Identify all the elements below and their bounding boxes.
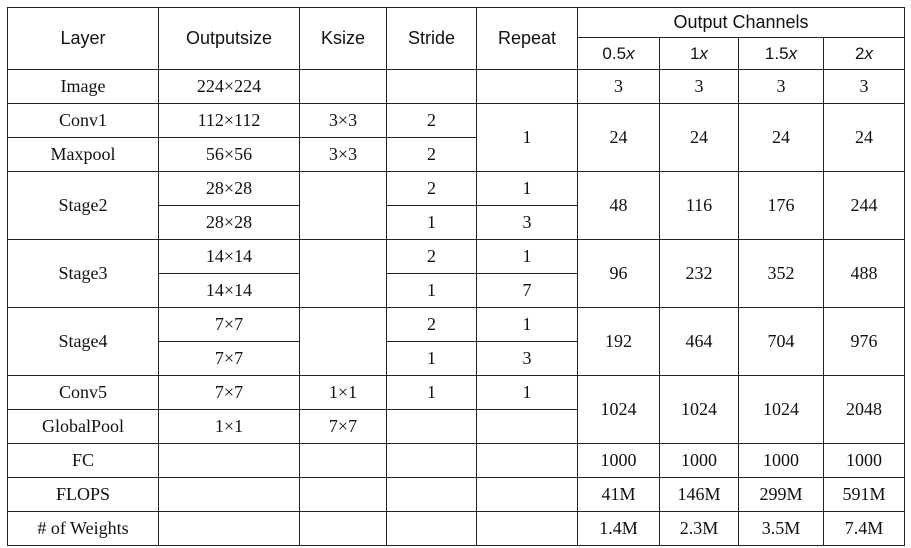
table-row-conv1 <box>8 104 905 138</box>
cell-repeat: 1 <box>477 104 578 172</box>
cell-layer: GlobalPool <box>8 410 159 444</box>
cell-outputsize: 7×7 <box>159 342 300 376</box>
cell-ch-1x: 1024 <box>660 376 739 444</box>
cell-repeat: 3 <box>477 342 578 376</box>
cell-stride <box>387 478 477 512</box>
cell-repeat: 1 <box>477 240 578 274</box>
cell-ksize <box>300 444 387 478</box>
cell-outputsize: 7×7 <box>159 376 300 410</box>
cell-ch-0-5x: 41M <box>578 478 660 512</box>
cell-repeat: 7 <box>477 274 578 308</box>
cell-ksize <box>300 478 387 512</box>
cell-repeat: 1 <box>477 172 578 206</box>
cell-ch-2x: 244 <box>824 172 905 240</box>
cell-repeat: 1 <box>477 376 578 410</box>
cell-outputsize: 224×224 <box>159 70 300 104</box>
cell-layer: Image <box>8 70 159 104</box>
cell-ch-0-5x: 24 <box>578 104 660 172</box>
cell-ch-1-5x: 3 <box>739 70 824 104</box>
cell-outputsize: 14×14 <box>159 274 300 308</box>
header-stride: Stride <box>387 8 477 70</box>
cell-outputsize <box>159 512 300 546</box>
cell-stride <box>387 512 477 546</box>
cell-ksize <box>300 240 387 308</box>
cell-layer: FC <box>8 444 159 478</box>
architecture-table <box>7 7 905 546</box>
cell-ch-2x: 1000 <box>824 444 905 478</box>
cell-ch-2x: 591M <box>824 478 905 512</box>
cell-repeat <box>477 512 578 546</box>
cell-ch-1x: 464 <box>660 308 739 376</box>
header-channels-2x: 2x <box>824 38 905 70</box>
cell-repeat: 3 <box>477 206 578 240</box>
cell-layer: Conv1 <box>8 104 159 138</box>
cell-outputsize: 56×56 <box>159 138 300 172</box>
cell-stride: 1 <box>387 376 477 410</box>
cell-ch-1x: 232 <box>660 240 739 308</box>
cell-ch-2x: 2048 <box>824 376 905 444</box>
cell-ch-2x: 7.4M <box>824 512 905 546</box>
cell-layer: FLOPS <box>8 478 159 512</box>
cell-repeat <box>477 70 578 104</box>
cell-ch-1-5x: 299M <box>739 478 824 512</box>
cell-ksize <box>300 512 387 546</box>
cell-stride: 1 <box>387 206 477 240</box>
header-output-channels: Output Channels <box>578 8 905 38</box>
table-row-stage4-a <box>8 308 905 342</box>
header-channels-1-5x: 1.5x <box>739 38 824 70</box>
header-channels-0-5x: 0.5x <box>578 38 660 70</box>
cell-ch-1-5x: 176 <box>739 172 824 240</box>
table-row-stage2-a <box>8 172 905 206</box>
cell-ch-1-5x: 704 <box>739 308 824 376</box>
cell-outputsize: 28×28 <box>159 172 300 206</box>
cell-ch-0-5x: 48 <box>578 172 660 240</box>
cell-layer: Stage3 <box>8 240 159 308</box>
header-row-1 <box>8 8 905 38</box>
cell-ch-2x: 24 <box>824 104 905 172</box>
cell-outputsize: 1×1 <box>159 410 300 444</box>
cell-ch-1-5x: 1024 <box>739 376 824 444</box>
cell-layer: Stage2 <box>8 172 159 240</box>
cell-stride: 1 <box>387 342 477 376</box>
cell-ksize: 3×3 <box>300 104 387 138</box>
table-row-conv5 <box>8 376 905 410</box>
cell-outputsize: 112×112 <box>159 104 300 138</box>
cell-ksize <box>300 172 387 240</box>
cell-outputsize: 7×7 <box>159 308 300 342</box>
header-layer: Layer <box>8 8 159 70</box>
cell-repeat <box>477 410 578 444</box>
cell-stride <box>387 70 477 104</box>
table-row-image <box>8 70 905 104</box>
cell-layer: # of Weights <box>8 512 159 546</box>
cell-layer: Maxpool <box>8 138 159 172</box>
cell-outputsize: 14×14 <box>159 240 300 274</box>
cell-ch-1x: 2.3M <box>660 512 739 546</box>
cell-ksize: 7×7 <box>300 410 387 444</box>
cell-ch-2x: 488 <box>824 240 905 308</box>
header-repeat: Repeat <box>477 8 578 70</box>
header-ksize: Ksize <box>300 8 387 70</box>
cell-ch-0-5x: 1000 <box>578 444 660 478</box>
cell-stride: 2 <box>387 138 477 172</box>
cell-ch-0-5x: 3 <box>578 70 660 104</box>
cell-outputsize: 28×28 <box>159 206 300 240</box>
cell-ksize <box>300 308 387 376</box>
cell-ch-2x: 3 <box>824 70 905 104</box>
cell-ch-0-5x: 192 <box>578 308 660 376</box>
cell-repeat <box>477 444 578 478</box>
cell-ch-2x: 976 <box>824 308 905 376</box>
cell-stride <box>387 444 477 478</box>
header-channels-1x: 1x <box>660 38 739 70</box>
cell-ch-1-5x: 3.5M <box>739 512 824 546</box>
cell-ch-1x: 146M <box>660 478 739 512</box>
cell-stride: 2 <box>387 172 477 206</box>
cell-repeat <box>477 478 578 512</box>
cell-ch-1x: 1000 <box>660 444 739 478</box>
cell-outputsize <box>159 478 300 512</box>
cell-layer: Stage4 <box>8 308 159 376</box>
table-row-flops <box>8 478 905 512</box>
cell-stride: 1 <box>387 274 477 308</box>
cell-ch-1x: 116 <box>660 172 739 240</box>
cell-stride <box>387 410 477 444</box>
cell-ch-0-5x: 96 <box>578 240 660 308</box>
table-row-fc <box>8 444 905 478</box>
cell-ksize: 1×1 <box>300 376 387 410</box>
cell-ch-1-5x: 24 <box>739 104 824 172</box>
cell-stride: 2 <box>387 308 477 342</box>
cell-ksize: 3×3 <box>300 138 387 172</box>
cell-ch-1-5x: 352 <box>739 240 824 308</box>
cell-layer: Conv5 <box>8 376 159 410</box>
cell-stride: 2 <box>387 104 477 138</box>
cell-ch-0-5x: 1024 <box>578 376 660 444</box>
cell-ch-1x: 3 <box>660 70 739 104</box>
cell-ch-1x: 24 <box>660 104 739 172</box>
header-outputsize: Outputsize <box>159 8 300 70</box>
cell-ch-1-5x: 1000 <box>739 444 824 478</box>
cell-stride: 2 <box>387 240 477 274</box>
table-row-stage3-a <box>8 240 905 274</box>
cell-outputsize <box>159 444 300 478</box>
table-row-weights <box>8 512 905 546</box>
cell-ksize <box>300 70 387 104</box>
cell-ch-0-5x: 1.4M <box>578 512 660 546</box>
cell-repeat: 1 <box>477 308 578 342</box>
